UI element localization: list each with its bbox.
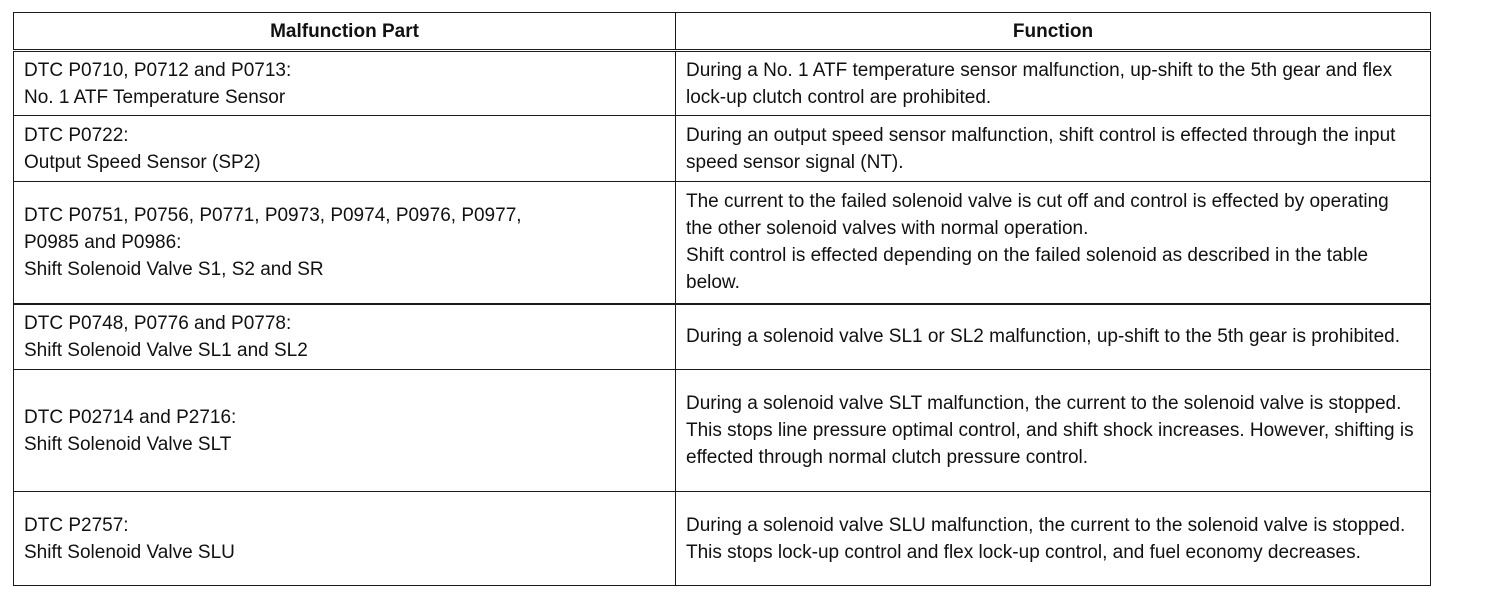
function-text: The current to the failed solenoid valve is cut off and control is effected by operating the other solenoid valves with normal operation. [686, 191, 1389, 240]
function-text: During a solenoid valve SLT malfunction, the current to the solenoid valve is stopped. This stops line pressure optimal control, and shift shock increases. However, shifting is effected through normal clutch pressure control. [686, 393, 1414, 468]
function-text: During a solenoid valve SLU malfunction, the current to the solenoid valve is stopped. This stops lock-up control and flex lock-up control, and fuel economy decreases. [686, 514, 1406, 563]
part-line: No. 1 ATF Temperature Sensor [24, 86, 286, 108]
malfunction-part-cell [14, 116, 676, 182]
part-line: Shift Solenoid Valve SLT [24, 433, 232, 455]
malfunction-part-cell [14, 51, 676, 116]
function-cell [676, 116, 1431, 182]
header-function: Function [676, 13, 1431, 51]
header-malfunction-part: Malfunction Part [14, 13, 676, 51]
function-cell [676, 182, 1431, 304]
table-row [14, 492, 1431, 586]
function-cell [676, 370, 1431, 492]
table-row [14, 304, 1431, 370]
function-text: During an output speed sensor malfunction, shift control is effected through the input speed sensor signal (NT). [686, 124, 1396, 173]
table-row [14, 182, 1431, 304]
malfunction-part-cell [14, 370, 676, 492]
part-line: Shift Solenoid Valve S1, S2 and SR [24, 258, 324, 280]
part-line: DTC P0748, P0776 and P0778: [24, 312, 292, 334]
header-row [14, 13, 1431, 51]
part-line: P0985 and P0986: [24, 231, 182, 253]
malfunction-part-cell [14, 304, 676, 370]
function-cell [676, 51, 1431, 116]
function-cell [676, 304, 1431, 370]
part-line: Shift Solenoid Valve SL1 and SL2 [24, 339, 308, 361]
table-row [14, 116, 1431, 182]
malfunction-part-cell [14, 182, 676, 304]
part-line: DTC P0751, P0756, P0771, P0973, P0974, P0976, P0977, [24, 204, 522, 226]
part-line: Output Speed Sensor (SP2) [24, 151, 261, 173]
table-row [14, 370, 1431, 492]
part-line: DTC P02714 and P2716: [24, 406, 237, 428]
part-line: DTC P2757: [24, 514, 129, 536]
malfunction-part-cell [14, 492, 676, 586]
function-text: Shift control is effected depending on the failed solenoid as described in the table below. [686, 245, 1369, 294]
part-line: DTC P0722: [24, 124, 129, 146]
part-line: DTC P0710, P0712 and P0713: [24, 59, 292, 81]
function-text: During a No. 1 ATF temperature sensor malfunction, up-shift to the 5th gear and flex lock-up clutch control are prohibited. [686, 59, 1393, 108]
part-line: Shift Solenoid Valve SLU [24, 541, 235, 563]
function-cell [676, 492, 1431, 586]
table-row [14, 51, 1431, 116]
malfunction-table [13, 12, 1431, 586]
function-text: During a solenoid valve SL1 or SL2 malfunction, up-shift to the 5th gear is prohibited. [686, 326, 1400, 348]
